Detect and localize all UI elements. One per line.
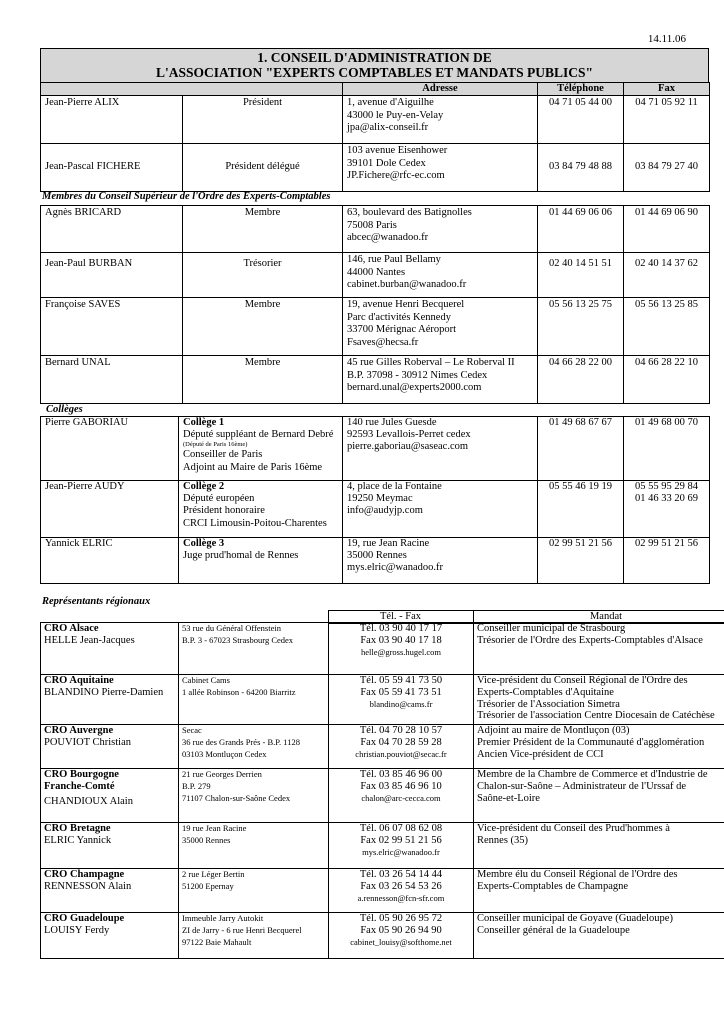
address-line: Cabinet Cams	[182, 675, 230, 685]
regional-rep	[41, 623, 179, 675]
member-name: Jean-Pierre ALIX	[41, 96, 183, 144]
page-title	[40, 48, 709, 83]
member-phone: 03 84 79 48 88	[538, 144, 624, 192]
regional-rep	[41, 823, 179, 869]
college-line: Juge prud'homal de Rennes	[183, 550, 299, 562]
member-fax	[624, 481, 710, 538]
email-text: jpa@alix-conseil.fr	[347, 122, 429, 133]
table-row	[41, 538, 710, 584]
rep-fax: Fax 02 99 51 21 56	[360, 834, 442, 846]
cro-label: Franche-Comté	[44, 780, 115, 792]
regional-rep	[41, 675, 179, 725]
table-row	[41, 725, 724, 769]
member-name: Jean-Paul BURBAN	[41, 253, 183, 298]
mandat-line: Adjoint au maire de Montluçon (03)	[477, 725, 630, 736]
table-row	[41, 206, 710, 253]
rep-address	[179, 769, 329, 823]
rep-phone: Tél. 05 59 41 73 50	[359, 675, 443, 686]
member-role: Trésorier	[183, 253, 343, 298]
address-line: 92593 Levallois-Perret cedex	[347, 429, 471, 441]
rep-fax: Fax 05 90 26 94 90	[360, 924, 442, 936]
member-fax: 05 56 13 25 85	[624, 298, 710, 356]
header-row	[41, 83, 710, 96]
member-name: Bernard UNAL	[41, 356, 183, 404]
rep-mandat	[474, 769, 724, 823]
mandat-line: Rennes (35)	[477, 834, 529, 846]
rep-address	[179, 823, 329, 869]
rep-telfax	[329, 769, 474, 823]
address-line: 45 rue Gilles Roberval – Le Roberval II	[347, 357, 515, 368]
college-line: Conseiller de Paris	[183, 449, 263, 461]
cro-label: CRO Bourgogne	[44, 769, 119, 780]
table-row	[41, 481, 710, 538]
table-row	[41, 96, 710, 144]
header-adresse: Adresse	[343, 83, 538, 96]
rep-mandat	[474, 823, 724, 869]
address-line: 97122 Baie Mahault	[182, 936, 252, 947]
table-row	[41, 298, 710, 356]
rep-name: HELLE Jean-Jacques	[44, 634, 135, 646]
member-role: Président délégué	[183, 144, 343, 192]
rep-address	[179, 675, 329, 725]
address-line: 71107 Chalon-sur-Saône Cedex	[182, 792, 291, 803]
rep-mandat	[474, 869, 724, 913]
rep-telfax	[329, 869, 474, 913]
member-name: Yannick ELRIC	[41, 538, 179, 584]
address-line: B.P. 279	[182, 780, 211, 791]
fax-line: 02 99 51 21 56	[635, 538, 698, 549]
cro-label: CRO Bretagne	[44, 823, 111, 834]
rep-phone: Tél. 04 70 28 10 57	[359, 725, 443, 736]
email-text: cabinet_louisy@softhome.net	[350, 936, 452, 947]
email-text: bernard.unal@experts2000.com	[347, 382, 482, 393]
address-line: 75008 Paris	[347, 219, 397, 231]
cro-label: CRO Champagne	[44, 869, 125, 880]
regionaux-rows-table	[40, 622, 724, 959]
email-text: info@audyjp.com	[347, 505, 423, 517]
rep-telfax	[329, 675, 474, 725]
address-line: Secac	[182, 725, 202, 735]
college-label: Collège 1	[183, 417, 225, 428]
rep-phone: Tél. 03 85 46 96 00	[359, 769, 443, 780]
address-line: 19250 Meymac	[347, 493, 413, 505]
address-line: ZI de Jarry - 6 rue Henri Becquerel	[182, 924, 302, 935]
member-phone: 01 44 69 06 06	[538, 206, 624, 253]
rep-name: BLANDINO Pierre-Damien	[44, 686, 164, 698]
mandat-line: Vice-président du Conseil Régional de l'Ordre des	[477, 675, 688, 686]
table-row	[41, 417, 710, 481]
member-role: Membre	[183, 298, 343, 356]
email-text: chalon@arc-cecca.com	[361, 792, 441, 803]
address-line: Parc d'activités Kennedy	[347, 311, 451, 323]
cro-label: CRO Guadeloupe	[44, 913, 125, 924]
section-label-conseil-superieur: Membres du Conseil Supérieur de l'Ordre des Experts-Comptables	[42, 191, 331, 202]
member-address	[343, 144, 538, 192]
mandat-line: Vice-président du Conseil des Prud'hommes à	[477, 823, 670, 834]
college-line: Député suppléant de Bernard Debré	[183, 429, 334, 441]
table-row	[41, 144, 710, 192]
member-role: Membre	[183, 356, 343, 404]
member-phone: 01 49 68 67 67	[538, 417, 624, 481]
rep-mandat	[474, 913, 724, 959]
member-phone: 04 71 05 44 00	[538, 96, 624, 144]
address-line: 103 avenue Eisenhower	[347, 145, 448, 156]
mandat-line: Experts-Comptables d'Aquitaine	[477, 686, 614, 698]
header-telephone: Téléphone	[538, 83, 624, 96]
table-row	[41, 356, 710, 404]
address-line: 4, place de la Fontaine	[347, 481, 442, 492]
member-fax: 04 71 05 92 11	[624, 96, 710, 144]
college-label: Collège 3	[183, 538, 225, 549]
rep-mandat	[474, 675, 724, 725]
member-phone: 02 99 51 21 56	[538, 538, 624, 584]
member-fax: 04 66 28 22 10	[624, 356, 710, 404]
college-line: (Député de Paris 16ème)	[183, 441, 248, 449]
rep-fax: Fax 05 59 41 73 51	[360, 686, 442, 698]
mandat-line: Membre élu du Conseil Régional de l'Ordre des	[477, 869, 678, 880]
email-text: cabinet.burban@wanadoo.fr	[347, 279, 467, 290]
member-fax	[624, 417, 710, 481]
address-line: 53 rue du Général Offenstein	[182, 623, 281, 633]
rep-name: POUVIOT Christian	[44, 736, 132, 748]
member-address	[343, 253, 538, 298]
address-line: B.P. 3 - 67023 Strasbourg Cedex	[182, 634, 294, 645]
rep-phone: Tél. 03 90 40 17 17	[359, 623, 443, 634]
address-line: 1 allée Robinson - 64200 Biarritz	[182, 686, 296, 697]
address-line: 36 rue des Grands Prés - B.P. 1128	[182, 736, 300, 747]
rep-phone: Tél. 06 07 08 62 08	[359, 823, 443, 834]
table-row	[41, 253, 710, 298]
member-name: Agnès BRICARD	[41, 206, 183, 253]
email-text: mys.elric@wanadoo.fr	[362, 846, 440, 857]
regional-rep	[41, 869, 179, 913]
email-text: christian.pouviot@secac.fr	[355, 748, 447, 759]
colleges-table	[40, 416, 710, 584]
member-address	[343, 96, 538, 144]
member-address	[343, 206, 538, 253]
cro-label: CRO Alsace	[44, 623, 99, 634]
mandat-line: Ancien Vice-président de CCI	[477, 748, 604, 760]
rep-name: LOUISY Ferdy	[44, 924, 110, 936]
rep-address	[179, 869, 329, 913]
member-name: Jean-Pascal FICHERE	[41, 144, 183, 192]
document-date: 14.11.06	[647, 33, 686, 45]
member-fax	[624, 538, 710, 584]
college-info	[179, 538, 343, 584]
rep-fax: Fax 03 90 40 17 18	[360, 634, 442, 646]
mandat-line: Trésorier de l'Association Simetra	[477, 698, 620, 710]
regional-rep	[41, 913, 179, 959]
fax-line: 01 46 33 20 69	[635, 493, 698, 505]
table-row	[41, 823, 724, 869]
college-line: CRCI Limousin-Poitou-Charentes	[183, 517, 327, 529]
bureau-table	[40, 82, 710, 192]
header-telfax: Tél. - Fax	[328, 611, 473, 624]
table-row	[41, 913, 724, 959]
address-line: 140 rue Jules Guesde	[347, 417, 437, 428]
cro-label: CRO Aquitaine	[44, 675, 114, 686]
rep-address	[179, 913, 329, 959]
member-phone: 05 55 46 19 19	[538, 481, 624, 538]
address-line: Immeuble Jarry Autokit	[182, 913, 264, 923]
email-text: mys.elric@wanadoo.fr	[347, 562, 443, 574]
rep-name: RENNESSON Alain	[44, 880, 132, 892]
rep-telfax	[329, 725, 474, 769]
address-line: 43000 le Puy-en-Velay	[347, 109, 444, 121]
member-address	[343, 298, 538, 356]
rep-name: ELRIC Yannick	[44, 834, 112, 846]
college-line: Président honoraire	[183, 505, 265, 517]
email-text: helle@gross.hugel.com	[360, 646, 442, 657]
mandat-line: Saône-et-Loire	[477, 792, 540, 804]
member-address	[343, 538, 538, 584]
mandat-line: Chalon-sur-Saône – Administrateur de l'Urssaf de	[477, 780, 687, 792]
email-text: abcec@wanadoo.fr	[347, 232, 429, 243]
rep-fax: Fax 03 26 54 53 26	[360, 880, 442, 892]
member-role: Membre	[183, 206, 343, 253]
mandat-line: Trésorier de l'association Centre Diocesain de Catéchèse	[477, 710, 715, 722]
rep-telfax	[329, 823, 474, 869]
rep-mandat	[474, 725, 724, 769]
title-line-2: L'ASSOCIATION "EXPERTS COMPTABLES ET MANDATS PUBLICS"	[156, 65, 593, 80]
college-info	[179, 417, 343, 481]
rep-phone: Tél. 03 26 54 14 44	[359, 869, 443, 880]
mandat-line: Conseiller général de la Guadeloupe	[477, 924, 630, 936]
address-line: 03103 Montluçon Cedex	[182, 748, 267, 759]
mandat-line: Experts-Comptables de Champagne	[477, 880, 629, 892]
table-row	[41, 675, 724, 725]
member-name: Jean-Pierre AUDY	[41, 481, 179, 538]
title-line-1: 1. CONSEIL D'ADMINISTRATION DE	[257, 50, 492, 65]
college-line: Député européen	[183, 493, 255, 505]
member-name: Pierre GABORIAU	[41, 417, 179, 481]
mandat-line: Trésorier de l'Ordre des Experts-Comptables d'Alsace	[477, 634, 703, 646]
rep-address	[179, 623, 329, 675]
member-fax: 03 84 79 27 40	[624, 144, 710, 192]
rep-fax: Fax 04 70 28 59 28	[360, 736, 442, 748]
rep-telfax	[329, 623, 474, 675]
rep-address	[179, 725, 329, 769]
member-address	[343, 417, 538, 481]
regional-rep	[41, 725, 179, 769]
address-line: 1, avenue d'Aiguilhe	[347, 97, 434, 108]
member-name: Françoise SAVES	[41, 298, 183, 356]
member-address	[343, 356, 538, 404]
college-line: Adjoint au Maire de Paris 16ème	[183, 461, 323, 473]
member-fax: 01 44 69 06 90	[624, 206, 710, 253]
table-row	[41, 623, 724, 675]
email-text: JP.Fichere@rfc-ec.com	[347, 170, 445, 181]
email-text: a.rennesson@fcn-sfr.com	[357, 892, 445, 903]
member-phone: 04 66 28 22 00	[538, 356, 624, 404]
section-label-colleges: Collèges	[46, 404, 83, 415]
email-text: blandino@cams.fr	[369, 698, 433, 709]
email-text: pierre.gaboriau@saseac.com	[347, 441, 469, 453]
address-line: B.P. 37098 - 30912 Nimes Cedex	[347, 369, 488, 381]
section-label-regionaux: Représentants régionaux	[42, 596, 151, 607]
address-line: 33700 Mérignac Aéroport	[347, 324, 457, 335]
cro-label: CRO Auvergne	[44, 725, 114, 736]
email-text: Fsaves@hecsa.fr	[347, 336, 419, 348]
table-row	[41, 769, 724, 823]
address-line: 146, rue Paul Bellamy	[347, 254, 441, 265]
fax-line: 01 49 68 00 70	[635, 417, 698, 428]
address-line: 19, rue Jean Racine	[347, 538, 430, 549]
mandat-line: Conseiller municipal de Goyave (Guadeloupe)	[477, 913, 673, 924]
address-line: 44000 Nantes	[347, 266, 406, 278]
rep-name: CHANDIOUX Alain	[44, 795, 133, 807]
college-label: Collège 2	[183, 481, 225, 492]
regional-rep	[41, 769, 179, 823]
table-row	[41, 869, 724, 913]
address-line: 2 rue Léger Bertin	[182, 869, 245, 879]
address-line: 39101 Dole Cedex	[347, 157, 426, 169]
address-line: 51200 Epernay	[182, 880, 234, 891]
member-phone: 05 56 13 25 75	[538, 298, 624, 356]
member-role: Président	[183, 96, 343, 144]
mandat-line: Conseiller municipal de Strasbourg	[477, 623, 626, 634]
college-info	[179, 481, 343, 538]
address-line: 19, avenue Henri Becquerel	[347, 299, 465, 310]
conseil-superieur-table	[40, 205, 710, 404]
address-line: 19 rue Jean Racine	[182, 823, 247, 833]
address-line: 63, boulevard des Batignolles	[347, 207, 472, 218]
address-line: 35000 Rennes	[347, 550, 407, 562]
mandat-line: Membre de la Chambre de Commerce et d'Industrie de	[477, 769, 708, 780]
address-line: 35000 Rennes	[182, 834, 231, 845]
header-fax: Fax	[624, 83, 710, 96]
fax-line: 05 55 95 29 84	[635, 481, 698, 492]
mandat-line: Premier Président de la Communauté d'agglomération	[477, 736, 705, 748]
rep-telfax	[329, 913, 474, 959]
header-mandat: Mandat	[473, 611, 724, 624]
rep-phone: Tél. 05 90 26 95 72	[359, 913, 443, 924]
member-fax: 02 40 14 37 62	[624, 253, 710, 298]
address-line: 21 rue Georges Derrien	[182, 769, 262, 779]
rep-fax: Fax 03 85 46 96 10	[360, 780, 442, 792]
rep-mandat	[474, 623, 724, 675]
member-phone: 02 40 14 51 51	[538, 253, 624, 298]
member-address	[343, 481, 538, 538]
